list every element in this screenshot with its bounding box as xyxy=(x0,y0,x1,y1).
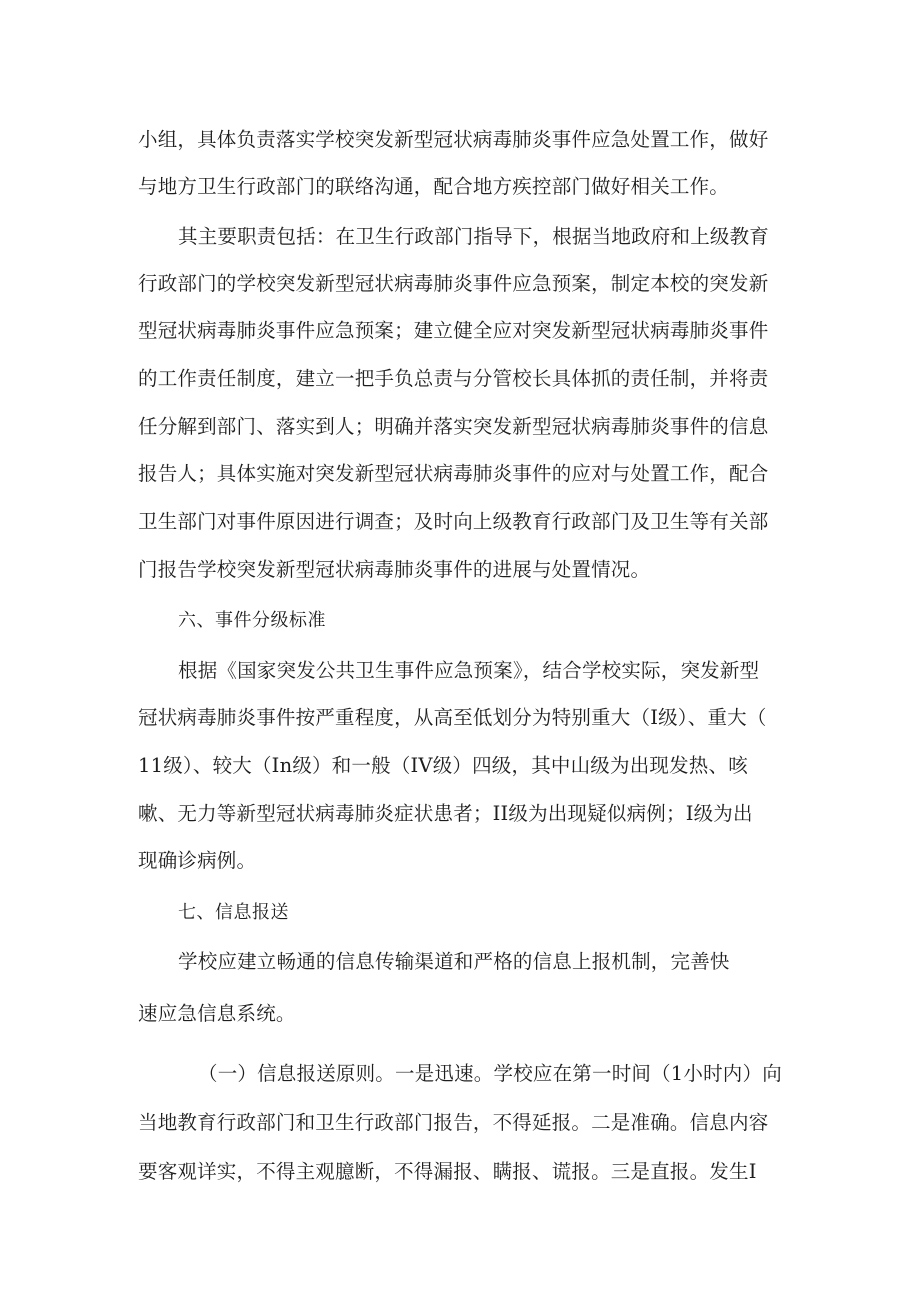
paragraph-line: 当地教育行政部门和卫生行政部门报告，不得延报。二是准确。信息内容 xyxy=(138,1111,769,1134)
paragraph-line: 速应急信息系统。 xyxy=(138,1002,296,1025)
paragraph-line: 根据《国家突发公共卫生事件应急预案》，结合学校实际，突发新型 xyxy=(178,659,760,682)
section-heading: 七、信息报送 xyxy=(178,902,289,923)
paragraph-line: 现确诊病例。 xyxy=(138,849,257,872)
paragraph-line: 其主要职责包括：在卫生行政部门指导下，根据当地政府和上级教育 xyxy=(178,225,770,248)
paragraph-line: 的工作责任制度，建立一把手负总责与分管校长具体抓的责任制，并将责 xyxy=(138,367,769,390)
paragraph-line: 型冠状病毒肺炎事件应急预案；建立健全应对突发新型冠状病毒肺炎事件 xyxy=(138,319,769,342)
paragraph-line: 11级）、较大（In级）和一般（IV级）四级，其中山级为出现发热、咳 xyxy=(138,754,748,777)
paragraph-line: 门报告学校突发新型冠状病毒肺炎事件的进展与处置情况。 xyxy=(138,558,651,581)
paragraph-line: （一）信息报送原则。一是迅速。学校应在第一时间（1小时内）向 xyxy=(198,1062,782,1085)
paragraph-line: 与地方卫生行政部门的联络沟通，配合地方疾控部门做好相关工作。 xyxy=(138,175,730,198)
paragraph-line: 行政部门的学校突发新型冠状病毒肺炎事件应急预案，制定本校的突发新 xyxy=(138,272,769,295)
paragraph-line: 小组，具体负责落实学校突发新型冠状病毒肺炎事件应急处置工作，做好 xyxy=(138,128,769,151)
paragraph-line: 冠状病毒肺炎事件按严重程度，从高至低划分为特别重大（I级）、重大（ xyxy=(138,706,767,729)
paragraph-line: 要客观详实，不得主观臆断，不得漏报、瞒报、谎报。三是直报。发生I xyxy=(138,1160,757,1183)
paragraph-line: 卫生部门对事件原因进行调查；及时向上级教育行政部门及卫生等有关部 xyxy=(138,510,769,533)
paragraph-line: 报告人；具体实施对突发新型冠状病毒肺炎事件的应对与处置工作，配合 xyxy=(138,462,769,485)
section-heading: 六、事件分级标准 xyxy=(178,610,326,631)
paragraph-line: 任分解到部门、落实到人；明确并落实突发新型冠状病毒肺炎事件的信息 xyxy=(138,415,769,438)
paragraph-line: 学校应建立畅通的信息传输渠道和严格的信息上报机制，完善快 xyxy=(178,950,730,973)
paragraph-line: 嗽、无力等新型冠状病毒肺炎症状患者；II级为出现疑似病例；I级为出 xyxy=(138,802,753,825)
